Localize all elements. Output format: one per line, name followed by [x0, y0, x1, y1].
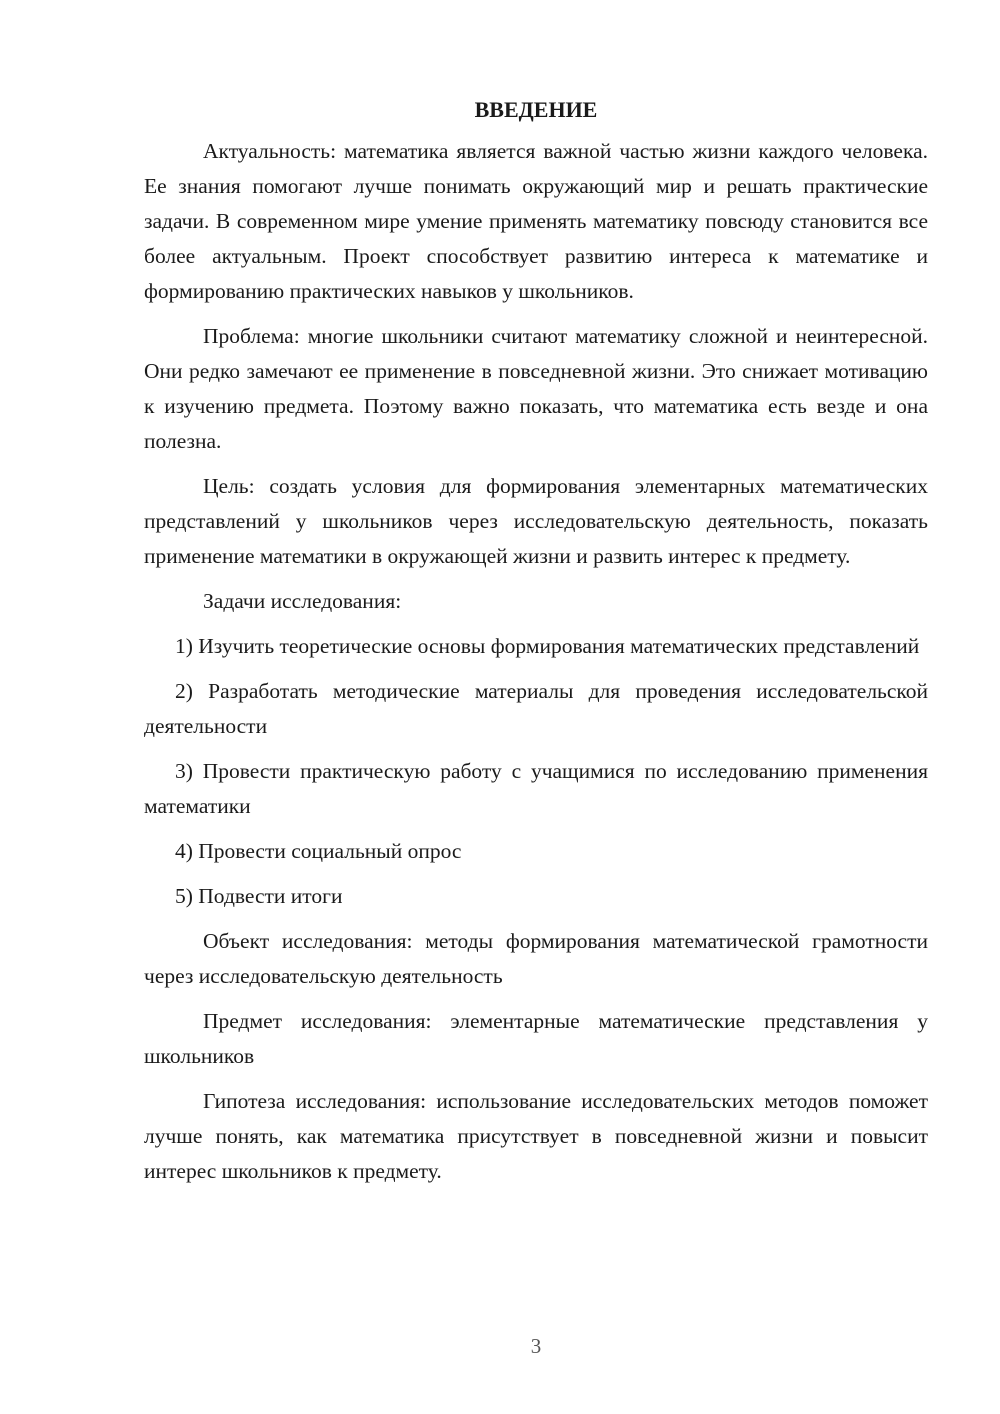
task-item-2: 2) Разработать методические материалы для проведения исследовательской деятельности [144, 679, 928, 738]
subject-paragraph: Предмет исследования: элементарные математические представления у школьников [144, 1009, 928, 1068]
object-paragraph: Объект исследования: методы формирования математической грамотности через исследовательскую деятельность [144, 929, 928, 988]
problem-paragraph: Проблема: многие школьники считают математику сложной и неинтересной. Они редко замечают ее применение в повседневной жизни. Это снижает мотивацию к изучению предмета. Поэтому важно показать, что математика есть везде и она полезна. [144, 324, 928, 453]
task-item-4: 4) Провести социальный опрос [175, 839, 462, 863]
page-number: 3 [530, 1334, 542, 1358]
task-item-3: 3) Провести практическую работу с учащимися по исследованию применения математики [144, 759, 928, 818]
section-title: ВВЕДЕНИЕ [474, 97, 598, 122]
tasks-heading: Задачи исследования: [203, 589, 402, 613]
task-item-1: 1) Изучить теоретические основы формирования математических представлений [175, 634, 920, 658]
relevance-paragraph: Актуальность: математика является важной частью жизни каждого человека. Ее знания помогают лучше понимать окружающий мир и решать практические задачи. В современном мире умение применять математику повсюду становится все более актуальным. Проект способствует развитию интереса к математике и формированию практических навыков у школьников. [144, 139, 928, 303]
document-page [144, 92, 928, 1199]
goal-paragraph: Цель: создать условия для формирования элементарных математических представлений у школьников через исследовательскую деятельность, показать применение математики в окружающей жизни и развить интерес к предмету. [144, 474, 928, 568]
hypothesis-paragraph: Гипотеза исследования: использование исследовательских методов поможет лучше понять, как математика присутствует в повседневной жизни и повысит интерес школьников к предмету. [144, 1089, 928, 1183]
task-item-5: 5) Подвести итоги [175, 884, 343, 908]
